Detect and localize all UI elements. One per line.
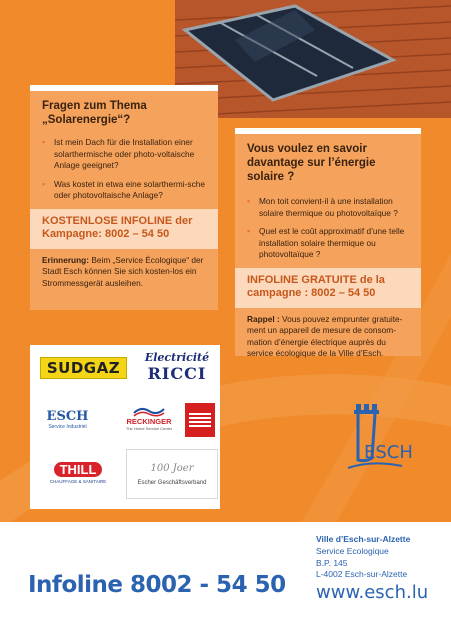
card-de-infoline-band	[30, 209, 218, 249]
list-item: ▪ Was kostet in etwa eine solarthermi-sche oder photovoltaische Anlage?	[42, 179, 206, 202]
card-fr-note-label: Rappel :	[247, 313, 280, 324]
card-de-note-text: Beim „Service Écologique“ der Stadt Esch können Sie sich kosten-los ein Strommessgerät ausleihen.	[42, 254, 204, 288]
thill-name: THILL	[54, 462, 103, 477]
card-de-note-label: Erinnerung:	[42, 254, 90, 265]
reckinger-name: RECKINGER	[126, 417, 172, 426]
esch-small-word: ESCH	[46, 408, 89, 424]
card-de-title: Fragen zum Thema „Solarenergie“?	[42, 100, 147, 126]
reckinger-logo	[120, 400, 178, 436]
ricci-contact-card	[185, 403, 215, 437]
electricite-ricci-logo	[138, 349, 216, 385]
esch-small-sub: Service Industriel	[48, 423, 87, 430]
esch-service-industriel-logo	[40, 395, 95, 443]
ricci-line2: RICCI	[147, 364, 207, 383]
sudgaz-logo	[40, 357, 127, 379]
address-name: Ville d’Esch-sur-Alzette	[316, 534, 411, 544]
address-city: L-4002 Esch-sur-Alzette	[316, 569, 408, 580]
esch-logo-word: ESCH	[364, 442, 413, 463]
card-fr-note-text: Vous pouvez emprunter gratuite-ment un appareil de mesure de consom-mation d’énergie électrique auprès du service écologique de la Ville d’Esch.	[247, 313, 403, 359]
ricci-line1: Electricité	[144, 351, 210, 364]
footer-address	[316, 534, 410, 581]
card-de-infoline: KOSTENLOSE INFOLINE der Kampagne: 8002 – 54 50	[42, 214, 193, 241]
list-item: ▪ Ist mein Dach für die Installation einer solarthermische oder photo-voltaische Anlage geeignet?	[42, 137, 206, 172]
card-fr-note	[235, 308, 421, 360]
address-service: Service Ecologique	[316, 545, 389, 556]
reckinger-sub: The Home Service Center	[125, 426, 173, 431]
website-link[interactable]: www.esch.lu	[316, 582, 429, 603]
list-item: ▪ Mon toit convient-il à une installation solaire thermique ou photovoltaïque ?	[247, 196, 409, 219]
list-item: ▪ Quel est le coût approximatif d’une telle installation solaire thermique ou photovoltaïque ?	[247, 226, 409, 261]
sponsor-logos-panel	[30, 345, 220, 509]
thill-logo	[38, 453, 118, 493]
card-fr-infoline-band	[235, 268, 421, 308]
escher-geschaeftsverband-logo	[126, 449, 218, 499]
card-fr-title: Vous voulez en savoir davantage sur l’énergie solaire ?	[247, 143, 376, 183]
card-fr-infoline: INFOLINE GRATUITE de la campagne : 8002 – 54 50	[247, 273, 385, 300]
card-de-questions	[30, 127, 218, 202]
escher-name: Escher Geschäftsverband	[137, 479, 207, 486]
info-card-french	[235, 128, 421, 359]
card-de-note	[30, 249, 218, 289]
esch-city-logo	[342, 402, 413, 478]
sudgaz-logo-text: SUDGAZ	[46, 359, 121, 377]
reckinger-wave-icon	[132, 405, 166, 417]
thill-sub: CHAUFFAGE & SANITAIRE	[49, 479, 107, 484]
info-card-german	[30, 85, 218, 310]
card-fr-questions	[235, 184, 421, 261]
address-bp: B.P. 145	[316, 557, 348, 568]
footer-infoline: Infoline 8002 - 54 50	[28, 572, 286, 598]
escher-year: 100 Joer	[150, 462, 194, 474]
